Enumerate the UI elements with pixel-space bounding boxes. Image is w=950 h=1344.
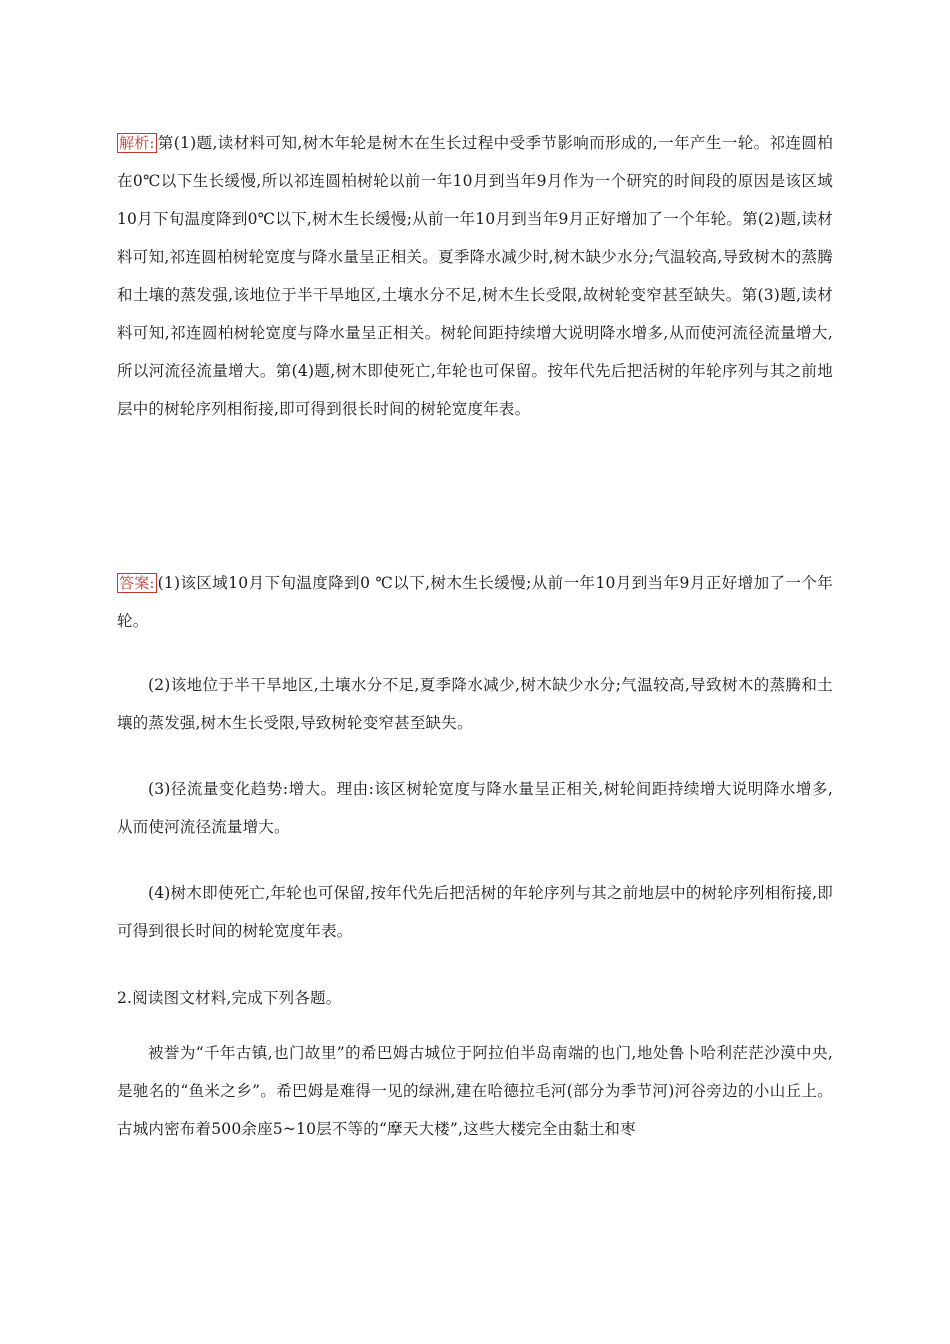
answer-item-1: (1)该区域10月下旬温度降到0 ℃以下,树木生长缓慢;从前一年10月到当年9月正好增加了一个年轮。	[117, 574, 833, 630]
answer-item-2: (2)该地位于半干旱地区,土壤水分不足,夏季降水减少,树木缺少水分;气温较高,导致树木的蒸腾和土壤的蒸发强,树木生长受限,导致树轮变窄甚至缺失。	[117, 676, 833, 732]
question-2-heading	[117, 979, 833, 1017]
answer-paragraph-3	[117, 770, 833, 846]
answer-item-3: (3)径流量变化趋势:增大。理由:该区树轮宽度与降水量呈正相关,树轮间距持续增大说明降水增多,从而使河流径流量增大。	[117, 780, 833, 836]
analysis-text: 第(1)题,读材料可知,树木年轮是树木在生长过程中受季节影响而形成的,一年产生一轮。祁连圆柏在0℃以下生长缓慢,所以祁连圆柏树轮以前一年10月到当年9月作为一个研究的时间段的原因是该区域10月下旬温度降到0℃以下,树木生长缓慢;从前一年10月到当年9月正好增加了一个年轮。第(2)题,读材料可知,祁连圆柏树轮宽度与降水量呈正相关。夏季降水减少时,树木缺少水分;气温较高,导致树木的蒸腾和土壤的蒸发强,该地位于半干旱地区,土壤水分不足,树木生长受限,故树轮变窄甚至缺失。第(3)题,读材料可知,祁连圆柏树轮宽度与降水量呈正相关。树轮间距持续增大说明降水增多,从而使河流径流量增大,所以河流径流量增大。第(4)题,树木即使死亡,年轮也可保留。按年代先后把活树的年轮序列与其之前地层中的树轮序列相衔接,即可得到很长时间的树轮宽度年表。	[117, 134, 833, 418]
answer-paragraph-2	[117, 666, 833, 742]
answer-paragraph-1	[117, 564, 833, 640]
analysis-paragraph	[117, 124, 833, 428]
answer-paragraph-4	[117, 874, 833, 950]
question-2-heading-text: 2.阅读图文材料,完成下列各题。	[117, 989, 342, 1007]
answer-item-4: (4)树木即使死亡,年轮也可保留,按年代先后把活树的年轮序列与其之前地层中的树轮序列相衔接,即可得到很长时间的树轮宽度年表。	[117, 884, 833, 940]
question-2-material	[117, 1034, 833, 1148]
analysis-tag: 解析:	[119, 134, 155, 152]
question-2-material-text: 被誉为“千年古镇,也门故里”的希巴姆古城位于阿拉伯半岛南端的也门,地处鲁卜哈利茫茫沙漠中央,是驰名的“鱼米之乡”。希巴姆是难得一见的绿洲,建在哈德拉毛河(部分为季节河)河谷旁边的小山丘上。古城内密布着500余座5~10层不等的“摩天大楼”,这些大楼完全由黏土和枣	[117, 1044, 833, 1138]
answer-tag: 答案:	[119, 574, 155, 592]
